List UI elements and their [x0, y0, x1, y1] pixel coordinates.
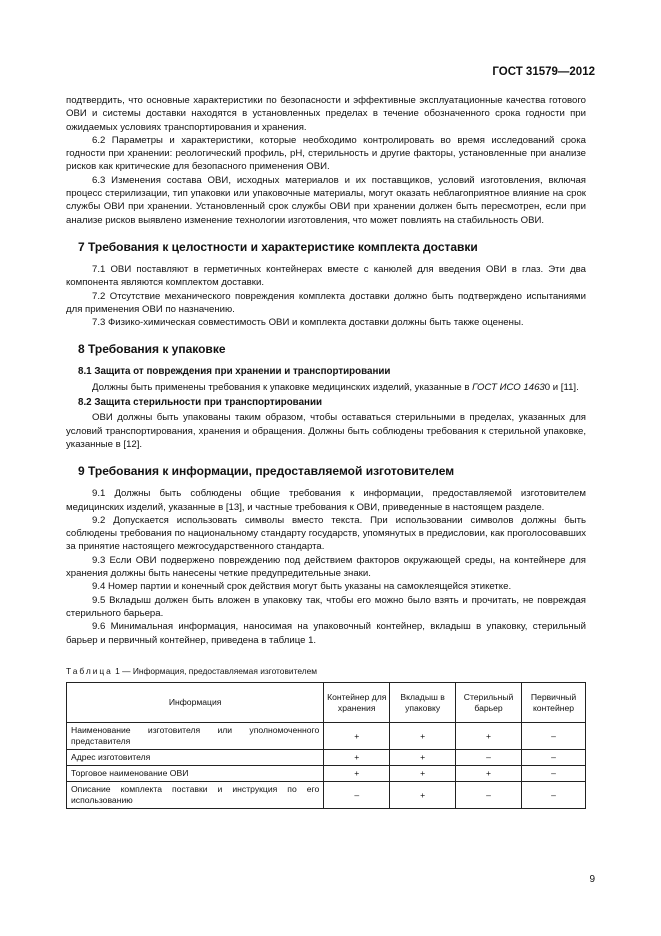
column-header-primary-container: Первичный контейнер	[522, 683, 586, 723]
paragraph-8-1-tail: 0 и [11].	[544, 381, 579, 393]
column-header-storage-container: Контейнер для хранения	[324, 683, 390, 723]
paragraph-7-1: 7.1 ОВИ поставляют в герметичных контейнерах вместе с канюлей для введения ОВИ в глаз. Эти два компонента являются комплектом доставки.	[66, 263, 586, 289]
paragraph-continuation: подтвердить, что основные характеристики по безопасности и эффективные эксплуатационные качества готового ОВИ и системы доставки находятся в установленных пределах в течение обозначенного срока годности при ожидаемых условиях транспортирования и хранения.	[66, 95, 586, 133]
table-cell-mark: –	[522, 766, 586, 782]
table-cell-info: Описание комплекта поставки и инструкция по его использованию	[67, 782, 324, 809]
paragraph-8-2: ОВИ должны быть упакованы таким образом, чтобы оставаться стерильными в пределах, указанных для условий транспортирования, хранения и обращения. Должны быть соблюдены требования к стерильной упаковке, указанные в [12].	[66, 412, 586, 450]
column-header-sterile-barrier: Стерильный барьер	[456, 683, 522, 723]
subsection-8-2-heading: 8.2 Защита стерильности при транспортировании	[78, 397, 322, 409]
paragraph-7-3: 7.3 Физико-химическая совместимость ОВИ и комплекта доставки должны быть также оценены.	[92, 317, 524, 329]
table-cell-info: Наименование изготовителя или уполномоченного представителя	[67, 723, 324, 750]
table-cell-mark: +	[390, 766, 456, 782]
table-cell-mark: +	[456, 723, 522, 750]
table-cell-mark: +	[456, 766, 522, 782]
paragraph-6-3: 6.3 Изменения состава ОВИ, исходных материалов и их поставщиков, условий изготовления, включая процесс стерилизации, тип упаковки или упаковочные материалы, могут оказать неблагоприятное влияние на срок службы ОВИ при хранении. Установленный срок службы ОВИ при хранении должен быть пересмотрен, если при анализе рисков выявлено изменение технологии изготовления, что может повлиять на стабильность ОВИ.	[66, 174, 586, 226]
table-cell-mark: +	[390, 723, 456, 750]
table-cell-mark: +	[390, 750, 456, 766]
table-cell-mark: +	[324, 750, 390, 766]
table-cell-mark: –	[324, 782, 390, 809]
paragraph-9-5: 9.5 Вкладыш должен быть вложен в упаковку так, чтобы его можно было взять и прочитать, не повреждая стерильного барьера.	[66, 594, 586, 619]
subsection-8-1-heading: 8.1 Защита от повреждения при хранении и транспортировании	[78, 366, 391, 378]
table-header-row	[67, 683, 586, 723]
paragraph-9-4: 9.4 Номер партии и конечный срок действия могут быть указаны на самоклеящейся этикетке.	[92, 581, 512, 593]
table-cell-mark: –	[522, 782, 586, 809]
page-number: 9	[589, 874, 595, 885]
table-cell-mark: –	[456, 750, 522, 766]
table-row	[67, 782, 586, 809]
table-row	[67, 750, 586, 766]
info-table	[66, 682, 586, 809]
table-caption-word: Таблица	[66, 665, 113, 676]
paragraph-9-6: 9.6 Минимальная информация, наносимая на упаковочный контейнер, вкладыш в упаковку, стерильный барьер и первичный контейнер, приведена в таблице 1.	[66, 621, 586, 646]
column-header-package-insert: Вкладыш в упаковку	[390, 683, 456, 723]
paragraph-7-2: 7.2 Отсутствие механического повреждения комплекта доставки должно быть подтверждено испытаниями для применения ОВИ по назначению.	[66, 290, 586, 315]
section-8-heading: 8 Требования к упаковке	[78, 342, 226, 357]
paragraph-9-3: 9.3 Если ОВИ подвержено повреждению под действием факторов окружающей среды, на контейнере для хранения должны быть нанесены четкие предупредительные знаки.	[66, 554, 586, 580]
table-caption	[66, 665, 586, 678]
table-cell-mark: +	[390, 782, 456, 809]
table-cell-mark: –	[522, 750, 586, 766]
table-row	[67, 723, 586, 750]
table-cell-mark: +	[324, 723, 390, 750]
table-cell-mark: –	[456, 782, 522, 809]
table-caption-title: 1 — Информация, предоставляемая изготовителем	[112, 665, 318, 676]
paragraph-6-2: 6.2 Параметры и характеристики, которые необходимо контролировать во время исследований срока годности при хранении: реологический профиль, pH, стерильность и другие факторы, установленные при анализе рисков как критические для безопасного применения ОВИ.	[66, 134, 586, 173]
table-cell-mark: +	[324, 766, 390, 782]
section-9-heading: 9 Требования к информации, предоставляемой изготовителем	[78, 464, 455, 479]
document-body	[66, 94, 586, 809]
column-header-info: Информация	[67, 683, 324, 723]
section-7-heading: 7 Требования к целостности и характеристике комплекта доставки	[78, 239, 478, 254]
paragraph-9-2: 9.2 Допускается использовать символы вместо текста. При использовании символов должны быть соблюдены требования по национальному стандарту государств, упомянутых в предисловии, как проголосовавших за принятие настоящего межгосударственного стандарта.	[66, 514, 586, 553]
paragraph-8-1-text: Должны быть применены требования к упаковке медицинских изделий, указанные в	[92, 381, 473, 393]
table-cell-mark: –	[522, 723, 586, 750]
paragraph-8-1	[66, 381, 586, 394]
standard-reference: ГОСТ ИСО 1463	[472, 381, 545, 393]
table-cell-info: Адрес изготовителя	[67, 750, 324, 766]
paragraph-9-1: 9.1 Должны быть соблюдены общие требования к информации, предоставляемой изготовителем медицинских изделий, указанные в [13], и частные требования к ОВИ, приведенные в настоящем разделе.	[66, 488, 586, 513]
table-row	[67, 766, 586, 782]
table-cell-info: Торговое наименование ОВИ	[67, 766, 324, 782]
document-code: ГОСТ 31579—2012	[492, 66, 595, 78]
